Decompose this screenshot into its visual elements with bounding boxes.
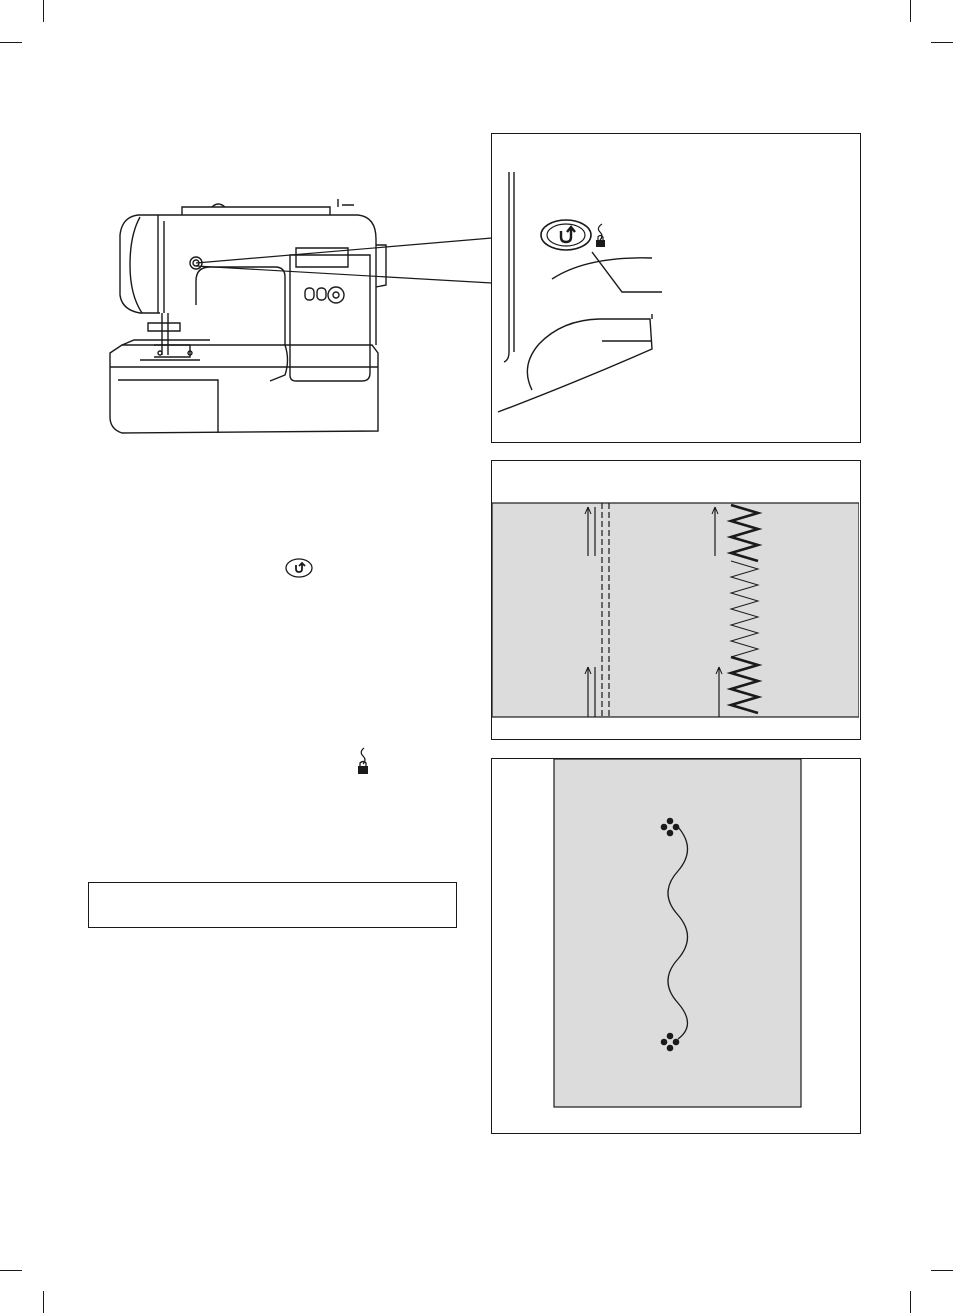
fabric-area — [554, 759, 801, 1107]
crop-mark — [43, 0, 44, 22]
crop-mark — [910, 0, 911, 22]
crop-mark — [910, 1291, 911, 1313]
reverse-button-detail-box — [491, 133, 861, 443]
reverse-stitch-diagram — [491, 460, 861, 740]
lock-stitch-diagram — [491, 758, 861, 1134]
crop-mark — [931, 1270, 953, 1271]
crop-mark — [43, 1291, 44, 1313]
lock-stitch-icon — [355, 746, 371, 776]
note-box — [88, 882, 457, 928]
crop-mark — [0, 1270, 22, 1271]
reverse-stitch-icon — [284, 557, 314, 579]
crop-mark — [931, 42, 953, 43]
crop-mark — [0, 42, 22, 43]
reverse-button-closeup — [541, 220, 591, 250]
fabric-area — [492, 503, 859, 717]
sewing-machine-illustration — [100, 195, 500, 440]
lock-stitch-icon — [596, 224, 605, 247]
